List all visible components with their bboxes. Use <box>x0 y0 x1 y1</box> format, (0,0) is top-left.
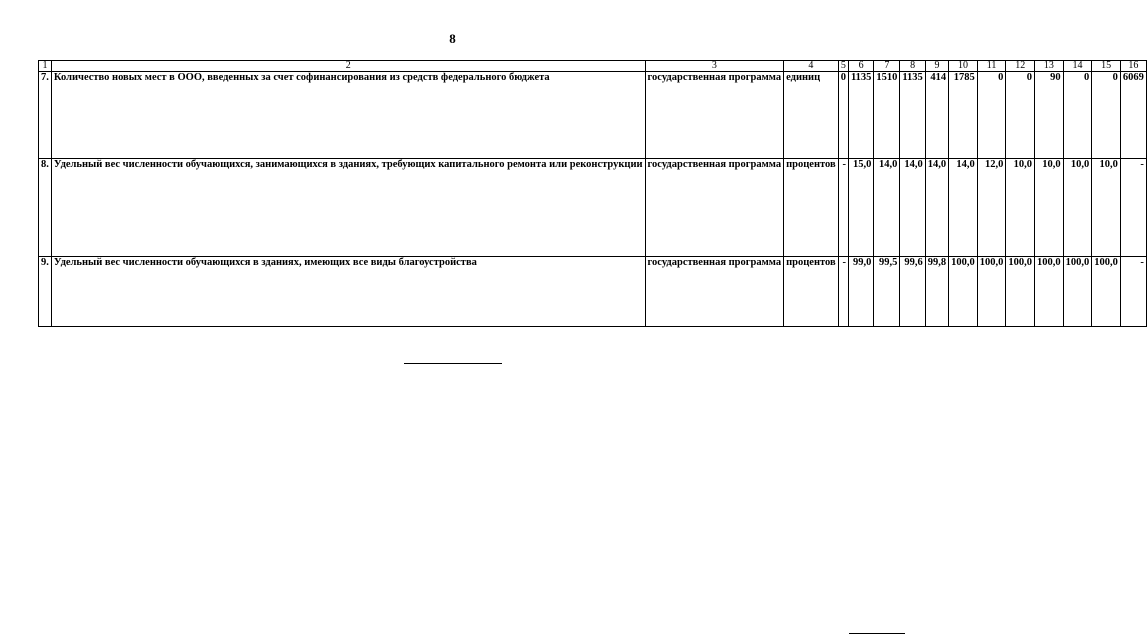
column-number: 12 <box>1006 61 1035 72</box>
value-cell: 6069 <box>1120 72 1146 159</box>
value-cell: 99,8 <box>925 257 948 327</box>
column-number-row <box>39 61 1147 72</box>
column-number: 9 <box>925 61 948 72</box>
indicator-source: государственная программа <box>645 257 784 327</box>
column-number: 8 <box>900 61 925 72</box>
value-cell: 10,0 <box>1063 159 1092 257</box>
column-number: 3 <box>645 61 784 72</box>
indicator-name: Количество новых мест в ООО, введенных за счет софинансирования из средств федерального бюджета <box>51 72 645 159</box>
column-number: 7 <box>874 61 900 72</box>
value-cell: 0 <box>1006 72 1035 159</box>
value-cell: 100,0 <box>1035 257 1064 327</box>
column-number: 5 <box>838 61 848 72</box>
indicators-table <box>38 60 1147 327</box>
value-cell: 90 <box>1035 72 1064 159</box>
value-cell: - <box>1120 159 1146 257</box>
value-cell: 0 <box>1063 72 1092 159</box>
value-cell: 100,0 <box>1006 257 1035 327</box>
value-cell: 14,0 <box>949 159 978 257</box>
indicator-unit: процентов <box>784 257 839 327</box>
value-cell: 1785 <box>949 72 978 159</box>
indicator-source: государственная программа <box>645 159 784 257</box>
value-cell: 100,0 <box>949 257 978 327</box>
column-number: 13 <box>1035 61 1064 72</box>
table-row <box>39 257 1147 327</box>
indicator-name: Удельный вес численности обучающихся в зданиях, имеющих все виды благоустройства <box>51 257 645 327</box>
value-cell: 1135 <box>848 72 873 159</box>
value-cell: 12,0 <box>977 159 1006 257</box>
value-cell: - <box>838 257 848 327</box>
column-number: 14 <box>1063 61 1092 72</box>
table-row <box>39 72 1147 159</box>
indicator-unit: единиц <box>784 72 839 159</box>
value-cell: 14,0 <box>874 159 900 257</box>
column-number: 16 <box>1120 61 1146 72</box>
value-cell: 0 <box>977 72 1006 159</box>
indicator-unit: процентов <box>784 159 839 257</box>
value-cell: 14,0 <box>925 159 948 257</box>
column-number: 10 <box>949 61 978 72</box>
value-cell: - <box>1120 257 1146 327</box>
closing-rule <box>404 363 502 364</box>
row-number: 8. <box>39 159 52 257</box>
value-cell: 0 <box>838 72 848 159</box>
value-cell: 14,0 <box>900 159 925 257</box>
value-cell: 10,0 <box>1006 159 1035 257</box>
value-cell: 1510 <box>874 72 900 159</box>
value-cell: 99,5 <box>874 257 900 327</box>
value-cell: 99,6 <box>900 257 925 327</box>
value-cell: 0 <box>1092 72 1121 159</box>
column-number: 15 <box>1092 61 1121 72</box>
indicator-name: Удельный вес численности обучающихся, занимающихся в зданиях, требующих капитального ремонта или реконструкции <box>51 159 645 257</box>
value-cell: 99,0 <box>848 257 873 327</box>
value-cell: 10,0 <box>1092 159 1121 257</box>
indicator-source: государственная программа <box>645 72 784 159</box>
value-cell: - <box>838 159 848 257</box>
value-cell: 100,0 <box>977 257 1006 327</box>
column-number: 2 <box>51 61 645 72</box>
row-number: 9. <box>39 257 52 327</box>
table-row <box>39 159 1147 257</box>
column-number: 1 <box>39 61 52 72</box>
value-cell: 1135 <box>900 72 925 159</box>
value-cell: 15,0 <box>848 159 873 257</box>
value-cell: 100,0 <box>1063 257 1092 327</box>
column-number: 11 <box>977 61 1006 72</box>
row-number: 7. <box>39 72 52 159</box>
value-cell: 414 <box>925 72 948 159</box>
page-number: 8 <box>449 31 456 46</box>
column-number: 6 <box>848 61 873 72</box>
scan-edge-line <box>849 633 905 634</box>
column-number: 4 <box>784 61 839 72</box>
value-cell: 10,0 <box>1035 159 1064 257</box>
value-cell: 100,0 <box>1092 257 1121 327</box>
